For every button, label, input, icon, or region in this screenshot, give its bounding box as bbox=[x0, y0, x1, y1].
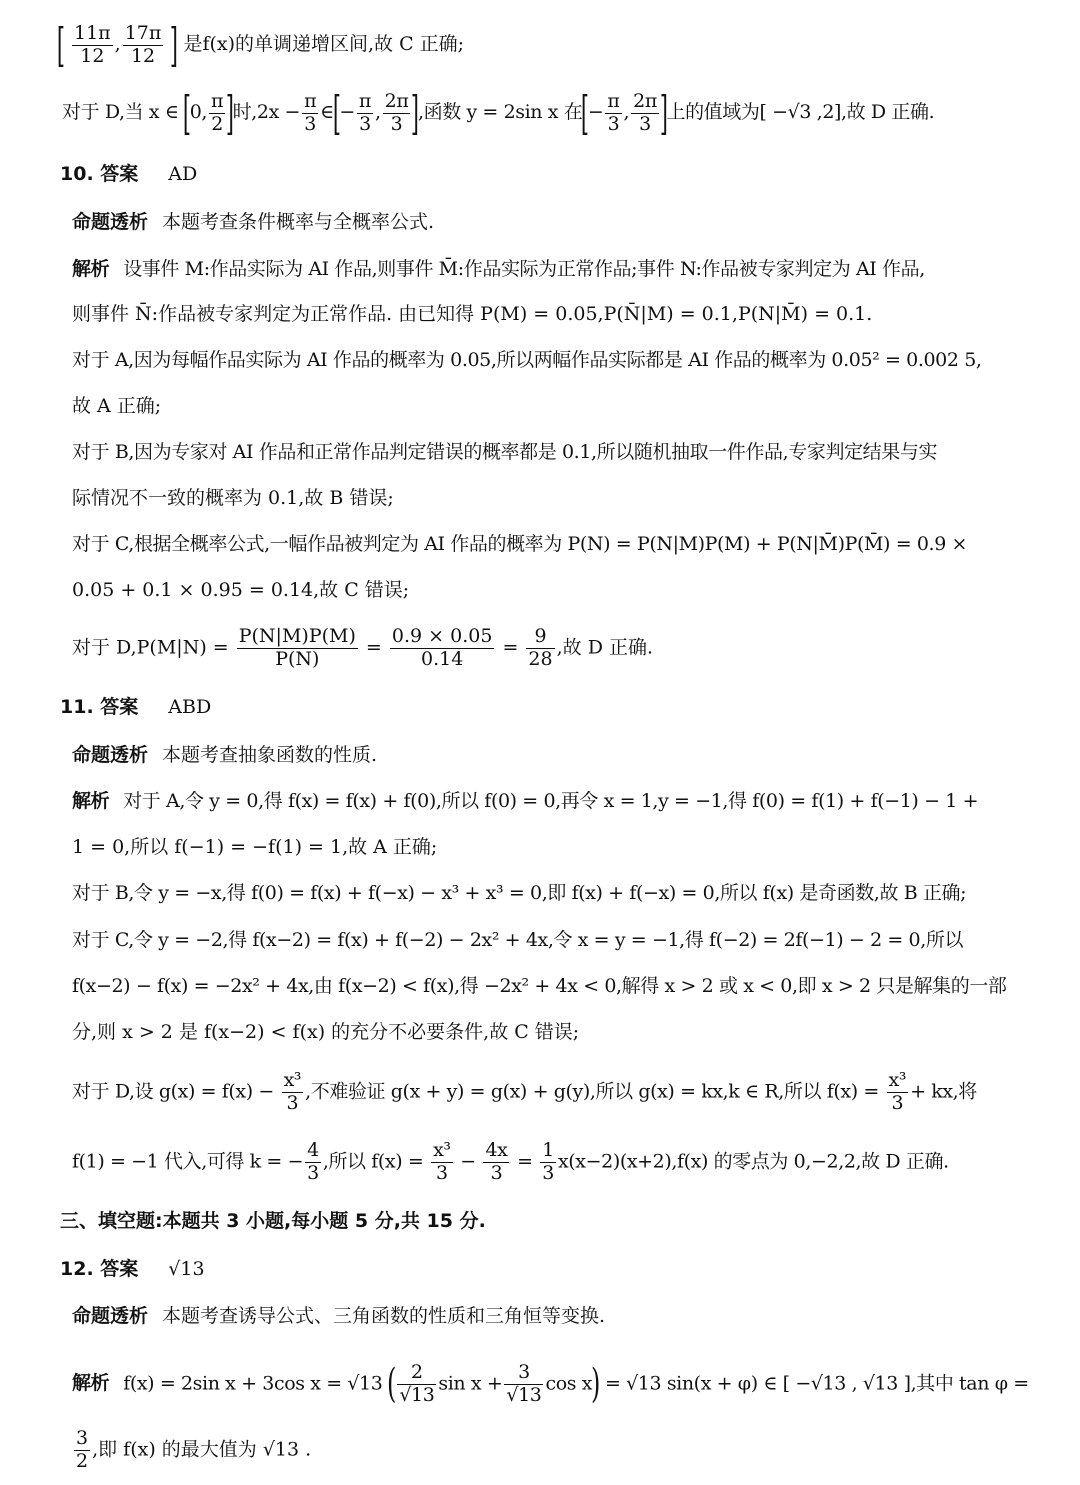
fraction: $\frac{0.9 \times 0.05}{0.14}$ bbox=[391, 625, 493, 670]
q12-tip: 命题透析 本题考查诱导公式、三角函数的性质和三角恒等变换. bbox=[72, 1305, 606, 1327]
fraction: $\frac{P(N|M)P(M)}{P(N)}$ bbox=[238, 625, 356, 670]
q11-solution-3: 对于 B,令 y = −x,得 f(0) = f(x) + f(−x) − x³ + x³ = 0,即 f(x) + f(−x) = 0,所以 f(x) 是奇函数,故 B 正确; bbox=[72, 882, 967, 904]
fraction: $\frac{3}{2}$ bbox=[76, 1427, 89, 1472]
q10-solution-8: 0.05 + 0.1 × 0.95 = 0.14,故 C 错误; bbox=[72, 579, 410, 601]
q10-solution-9: 对于 D,P(M|N) = $\frac{P(N|M)P(M)}{P(N)}$ = $\frac{0.9 \times 0.05}{0.14}$ = $\frac{9}{28}$ ,故 D 正确. bbox=[72, 625, 654, 670]
q11-solution-6: 分,则 x > 2 是 f(x−2) < f(x) 的充分不必要条件,故 C 错误; bbox=[72, 1021, 580, 1043]
fraction: $\frac{2}{√13}$ bbox=[399, 1361, 435, 1406]
line-d-range: 对于 D,当 x ∈ [0, $\frac{\pi}{2}$ ]时,2x − $\frac{\pi}{3}$ ∈[− $\frac{\pi}{3}$ , $\frac{2\pi}{3}$ ],函数 y = 2sin x 在[− $\frac{\pi}{3}$ , $\frac{2\pi}{3}$ ]上的值域为[ −√3 ,2],故 D 正确. bbox=[62, 86, 935, 140]
q11-solution-2: 1 = 0,所以 f(−1) = −f(1) = 1,故 A 正确; bbox=[72, 836, 438, 858]
fraction: $\frac{4x}{3}$ bbox=[485, 1139, 508, 1184]
fraction: $\frac{\pi}{3}$ bbox=[607, 89, 620, 135]
line-interval-c: [ $\frac{11\pi}{12}$ , $\frac{17\pi}{12}$ ] 是f(x)的单调递增区间,故 C 正确; bbox=[56, 18, 465, 72]
section-fill-in-title: 三、填空题:本题共 3 小题,每小题 5 分,共 15 分. bbox=[60, 1210, 486, 1232]
fraction: $\frac{\pi}{2}$ bbox=[211, 89, 224, 135]
fraction: $\frac{\text{x³}}{3}$ bbox=[433, 1139, 451, 1184]
fraction: $\frac{17\pi}{12}$ bbox=[124, 21, 162, 67]
q10-answer: 10. 答案 AD bbox=[60, 163, 198, 185]
q11-solution-1: 解析 对于 A,令 y = 0,得 f(x) = f(x) + f(0),所以 f(0) = 0,再令 x = 1,y = −1,得 f(0) = f(1) + f(−1) − 1 + bbox=[72, 790, 979, 812]
fraction: $\frac{4}{3}$ bbox=[307, 1139, 319, 1184]
q11-solution-4: 对于 C,令 y = −2,得 f(x−2) = f(x) + f(−2) − 2x² + 4x,令 x = y = −1,得 f(−2) = 2f(−1) − 2 = 0,所以 bbox=[72, 929, 964, 951]
fraction: $\frac{11\pi}{12}$ bbox=[74, 21, 111, 67]
q10-solution-4: 故 A 正确; bbox=[72, 395, 162, 417]
fraction: $\frac{\text{x³}}{3}$ bbox=[283, 1069, 302, 1114]
q10-solution-2: 则事件 N̄:作品被专家判定为正常作品. 由已知得 P(M) = 0.05,P(N̄|M) = 0.1,P(N|M̄) = 0.1. bbox=[72, 303, 873, 325]
fraction: $\frac{\text{x³}}{3}$ bbox=[888, 1069, 907, 1114]
fraction: $\frac{3}{√13}$ bbox=[506, 1361, 542, 1406]
q10-tip: 命题透析 本题考查条件概率与全概率公式. bbox=[72, 211, 435, 233]
fraction: $\frac{\pi}{3}$ bbox=[358, 89, 371, 135]
fraction: $\frac{2\pi}{3}$ bbox=[384, 89, 409, 135]
q10-solution-6: 际情况不一致的概率为 0.1,故 B 错误; bbox=[72, 487, 394, 509]
q11-solution-8: f(1) = −1 代入,可得 k = − $\frac{4}{3}$ ,所以 f(x) = $\frac{\text{x³}}{3}$ − $\frac{4x}{3}$ = $\frac{1}{3}$ x(x−2)(x+2),f(x) 的零点为 0,−2,2,故 D 正确. bbox=[72, 1139, 949, 1184]
q10-solution-7: 对于 C,根据全概率公式,一幅作品被判定为 AI 作品的概率为 P(N) = P(N|M)P(M) + P(N|M̄)P(M̄) = 0.9 × bbox=[72, 533, 968, 555]
q12-solution-1: 解析 f(x) = 2sin x + 3cos x = √13 ( $\frac{2}{√13}$ sin x + $\frac{3}{√13}$ cos x) = √13 sin(x + φ) ∈ [ −√13 , √13 ],其中 tan φ = bbox=[72, 1361, 1029, 1408]
q11-solution-7: 对于 D,设 g(x) = f(x) − $\frac{\text{x³}}{3}$ ,不难验证 g(x + y) = g(x) + g(y),所以 g(x) = kx,k ∈ R,所以 f(x) = $\frac{\text{x³}}{3}$ + kx,将 bbox=[72, 1069, 977, 1114]
fraction: $\frac{2\pi}{3}$ bbox=[633, 89, 657, 135]
q11-tip: 命题透析 本题考查抽象函数的性质. bbox=[72, 744, 378, 766]
q10-solution-1: 解析 设事件 M:作品实际为 AI 作品,则事件 M̄:作品实际为正常作品;事件 N:作品被专家判定为 AI 作品, bbox=[72, 258, 925, 280]
q12-solution-2: $\frac{3}{2}$ ,即 f(x) 的最大值为 √13 . bbox=[76, 1427, 312, 1472]
fraction: $\frac{\pi}{3}$ bbox=[304, 89, 317, 135]
q10-solution-3: 对于 A,因为每幅作品实际为 AI 作品的概率为 0.05,所以两幅作品实际都是 AI 作品的概率为 0.05² = 0.002 5, bbox=[72, 349, 982, 371]
q11-solution-5: f(x−2) − f(x) = −2x² + 4x,由 f(x−2) < f(x),得 −2x² + 4x < 0,解得 x > 2 或 x < 0,即 x > 2 只是解集的一部 bbox=[72, 975, 1007, 997]
fraction: $\frac{1}{3}$ bbox=[542, 1139, 554, 1184]
q11-answer: 11. 答案 ABD bbox=[60, 696, 212, 718]
fraction: $\frac{9}{28}$ bbox=[528, 625, 553, 670]
q12-answer: 12. 答案 √13 bbox=[60, 1258, 205, 1280]
q10-solution-5: 对于 B,因为专家对 AI 作品和正常作品判定错误的概率都是 0.1,所以随机抽取一件作品,专家判定结果与实 bbox=[72, 441, 938, 463]
